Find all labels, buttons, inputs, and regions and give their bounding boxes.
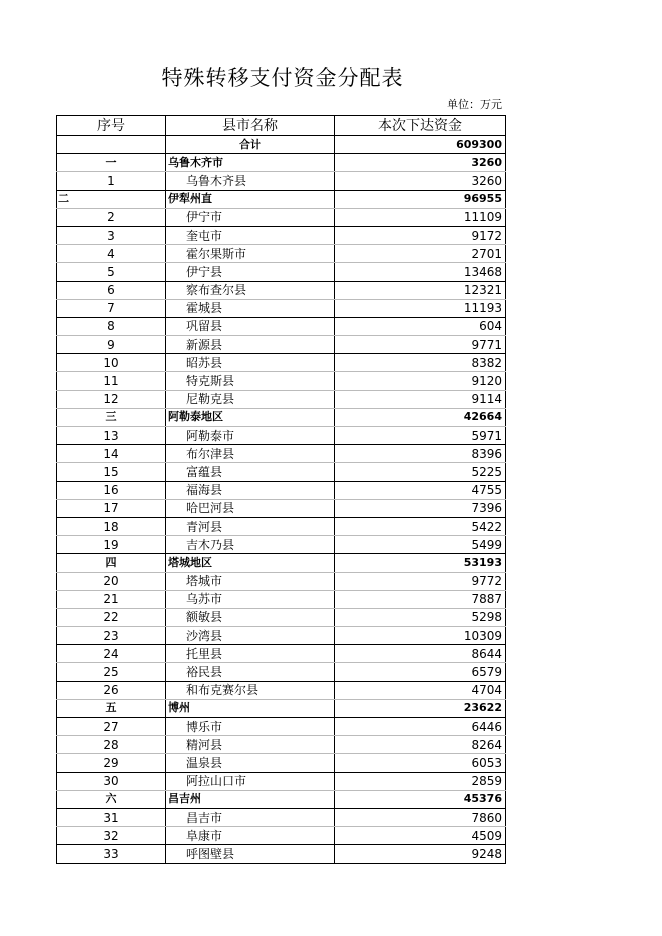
table-row: [57, 281, 506, 299]
row-amount-cell: 96955: [335, 190, 506, 208]
row-name-cell: 温泉县: [166, 754, 335, 772]
table-row: [57, 445, 506, 463]
row-name-cell: 青河县: [166, 517, 335, 535]
row-name-cell: 昌吉市: [166, 808, 335, 826]
row-seq-cell: 13: [57, 427, 166, 445]
table-row: [57, 681, 506, 699]
row-seq-cell: 二: [57, 190, 166, 208]
table-row: [57, 317, 506, 335]
group-row: [57, 699, 506, 717]
table-row: [57, 627, 506, 645]
row-amount-cell: 5225: [335, 463, 506, 481]
table-row: [57, 572, 506, 590]
row-seq-cell: 29: [57, 754, 166, 772]
row-amount-cell: 8644: [335, 645, 506, 663]
table-header-row: [57, 116, 506, 136]
row-seq-cell: 19: [57, 536, 166, 554]
row-name-cell: 博乐市: [166, 718, 335, 736]
row-name-cell: 昌吉州: [166, 790, 335, 808]
row-seq-cell: 10: [57, 354, 166, 372]
row-seq-cell: 30: [57, 772, 166, 790]
page-title: 特殊转移支付资金分配表: [161, 66, 404, 90]
row-amount-cell: 6579: [335, 663, 506, 681]
row-seq-cell: 6: [57, 281, 166, 299]
table-row: [57, 645, 506, 663]
row-seq-cell: 4: [57, 245, 166, 263]
row-amount-cell: 8396: [335, 445, 506, 463]
table-row: [57, 517, 506, 535]
row-name-cell: 富蕴县: [166, 463, 335, 481]
row-amount-cell: 12321: [335, 281, 506, 299]
row-amount-cell: 4755: [335, 481, 506, 499]
table-row: [57, 463, 506, 481]
row-seq-cell: 四: [57, 554, 166, 572]
row-name-cell: 额敏县: [166, 608, 335, 626]
table-row: [57, 808, 506, 826]
row-amount-cell: 53193: [335, 554, 506, 572]
table-row: [57, 299, 506, 317]
row-name-cell: 尼勒克县: [166, 390, 335, 408]
row-seq-cell: 24: [57, 645, 166, 663]
row-name-cell: 霍尔果斯市: [166, 245, 335, 263]
row-name-cell: 塔城市: [166, 572, 335, 590]
row-name-cell: 伊宁市: [166, 208, 335, 226]
row-seq-cell: 23: [57, 627, 166, 645]
row-amount-cell: 7860: [335, 808, 506, 826]
table-row: [57, 226, 506, 244]
group-row: [57, 190, 506, 208]
row-seq-cell: 1: [57, 172, 166, 190]
row-seq-cell: 五: [57, 699, 166, 717]
table-row: [57, 372, 506, 390]
row-name-cell: 特克斯县: [166, 372, 335, 390]
row-amount-cell: 10309: [335, 627, 506, 645]
row-name-cell: 奎屯市: [166, 226, 335, 244]
row-amount-cell: 13468: [335, 263, 506, 281]
row-amount-cell: 609300: [335, 136, 506, 154]
row-amount-cell: 45376: [335, 790, 506, 808]
group-row: [57, 554, 506, 572]
row-seq-cell: 7: [57, 299, 166, 317]
table-row: [57, 245, 506, 263]
row-name-cell: 阿勒泰市: [166, 427, 335, 445]
group-row: [57, 154, 506, 172]
row-amount-cell: 8264: [335, 736, 506, 754]
table-row: [57, 336, 506, 354]
table-row: [57, 663, 506, 681]
row-seq-cell: 31: [57, 808, 166, 826]
row-amount-cell: 23622: [335, 699, 506, 717]
row-amount-cell: 5971: [335, 427, 506, 445]
table-row: [57, 772, 506, 790]
row-seq-cell: 28: [57, 736, 166, 754]
total-row: [57, 136, 506, 154]
row-name-cell: 巩留县: [166, 317, 335, 335]
allocation-table: [56, 115, 506, 864]
row-amount-cell: 9248: [335, 845, 506, 863]
row-amount-cell: 3260: [335, 172, 506, 190]
table-body: [57, 136, 506, 864]
table-row: [57, 172, 506, 190]
row-name-cell: 新源县: [166, 336, 335, 354]
row-seq-cell: 15: [57, 463, 166, 481]
row-amount-cell: 7887: [335, 590, 506, 608]
row-seq-cell: 9: [57, 336, 166, 354]
row-seq-cell: 3: [57, 226, 166, 244]
row-name-cell: 吉木乃县: [166, 536, 335, 554]
row-seq-cell: 六: [57, 790, 166, 808]
row-amount-cell: 5422: [335, 517, 506, 535]
row-seq-cell: 5: [57, 263, 166, 281]
row-name-cell: 哈巴河县: [166, 499, 335, 517]
row-seq-cell: 25: [57, 663, 166, 681]
row-name-cell: 阿拉山口市: [166, 772, 335, 790]
row-name-cell: 合计: [166, 136, 335, 154]
table-row: [57, 390, 506, 408]
row-seq-cell: 2: [57, 208, 166, 226]
row-seq-cell: 17: [57, 499, 166, 517]
row-amount-cell: 9114: [335, 390, 506, 408]
table-row: [57, 754, 506, 772]
row-seq-cell: 27: [57, 718, 166, 736]
row-name-cell: 阜康市: [166, 827, 335, 845]
row-name-cell: 和布克赛尔县: [166, 681, 335, 699]
row-name-cell: 乌鲁木齐市: [166, 154, 335, 172]
row-amount-cell: 9772: [335, 572, 506, 590]
row-amount-cell: 8382: [335, 354, 506, 372]
row-amount-cell: 7396: [335, 499, 506, 517]
row-name-cell: 霍城县: [166, 299, 335, 317]
row-amount-cell: 11193: [335, 299, 506, 317]
row-seq-cell: 18: [57, 517, 166, 535]
header-seq: 序号: [57, 116, 166, 136]
row-name-cell: 塔城地区: [166, 554, 335, 572]
row-seq-cell: 一: [57, 154, 166, 172]
table-row: [57, 608, 506, 626]
table-row: [57, 499, 506, 517]
table-row: [57, 208, 506, 226]
row-amount-cell: 9771: [335, 336, 506, 354]
row-name-cell: 乌苏市: [166, 590, 335, 608]
row-name-cell: 伊宁县: [166, 263, 335, 281]
row-amount-cell: 5499: [335, 536, 506, 554]
row-name-cell: 布尔津县: [166, 445, 335, 463]
table-row: [57, 827, 506, 845]
row-name-cell: 昭苏县: [166, 354, 335, 372]
row-amount-cell: 42664: [335, 408, 506, 426]
row-seq-cell: 33: [57, 845, 166, 863]
row-name-cell: 呼图壁县: [166, 845, 335, 863]
row-amount-cell: 9120: [335, 372, 506, 390]
row-seq-cell: [57, 136, 166, 154]
row-name-cell: 裕民县: [166, 663, 335, 681]
table-row: [57, 427, 506, 445]
table-row: [57, 536, 506, 554]
row-name-cell: 托里县: [166, 645, 335, 663]
row-seq-cell: 22: [57, 608, 166, 626]
row-seq-cell: 14: [57, 445, 166, 463]
row-seq-cell: 21: [57, 590, 166, 608]
row-name-cell: 精河县: [166, 736, 335, 754]
row-amount-cell: 5298: [335, 608, 506, 626]
row-name-cell: 博州: [166, 699, 335, 717]
table-row: [57, 736, 506, 754]
row-amount-cell: 6053: [335, 754, 506, 772]
row-seq-cell: 三: [57, 408, 166, 426]
row-amount-cell: 3260: [335, 154, 506, 172]
row-name-cell: 阿勒泰地区: [166, 408, 335, 426]
group-row: [57, 408, 506, 426]
row-name-cell: 察布查尔县: [166, 281, 335, 299]
table-row: [57, 590, 506, 608]
row-name-cell: 沙湾县: [166, 627, 335, 645]
table-row: [57, 845, 506, 863]
row-seq-cell: 26: [57, 681, 166, 699]
row-amount-cell: 2859: [335, 772, 506, 790]
row-seq-cell: 12: [57, 390, 166, 408]
header-amount: 本次下达资金: [335, 116, 506, 136]
table-row: [57, 263, 506, 281]
row-amount-cell: 11109: [335, 208, 506, 226]
unit-label: 单位：万元: [447, 98, 502, 111]
row-seq-cell: 32: [57, 827, 166, 845]
row-amount-cell: 6446: [335, 718, 506, 736]
header-name: 县市名称: [166, 116, 335, 136]
table-row: [57, 354, 506, 372]
row-seq-cell: 16: [57, 481, 166, 499]
table-row: [57, 718, 506, 736]
row-amount-cell: 604: [335, 317, 506, 335]
row-name-cell: 乌鲁木齐县: [166, 172, 335, 190]
row-amount-cell: 9172: [335, 226, 506, 244]
row-amount-cell: 4509: [335, 827, 506, 845]
table-row: [57, 481, 506, 499]
row-name-cell: 伊犁州直: [166, 190, 335, 208]
group-row: [57, 790, 506, 808]
row-seq-cell: 8: [57, 317, 166, 335]
row-seq-cell: 11: [57, 372, 166, 390]
row-amount-cell: 4704: [335, 681, 506, 699]
row-seq-cell: 20: [57, 572, 166, 590]
row-amount-cell: 2701: [335, 245, 506, 263]
row-name-cell: 福海县: [166, 481, 335, 499]
